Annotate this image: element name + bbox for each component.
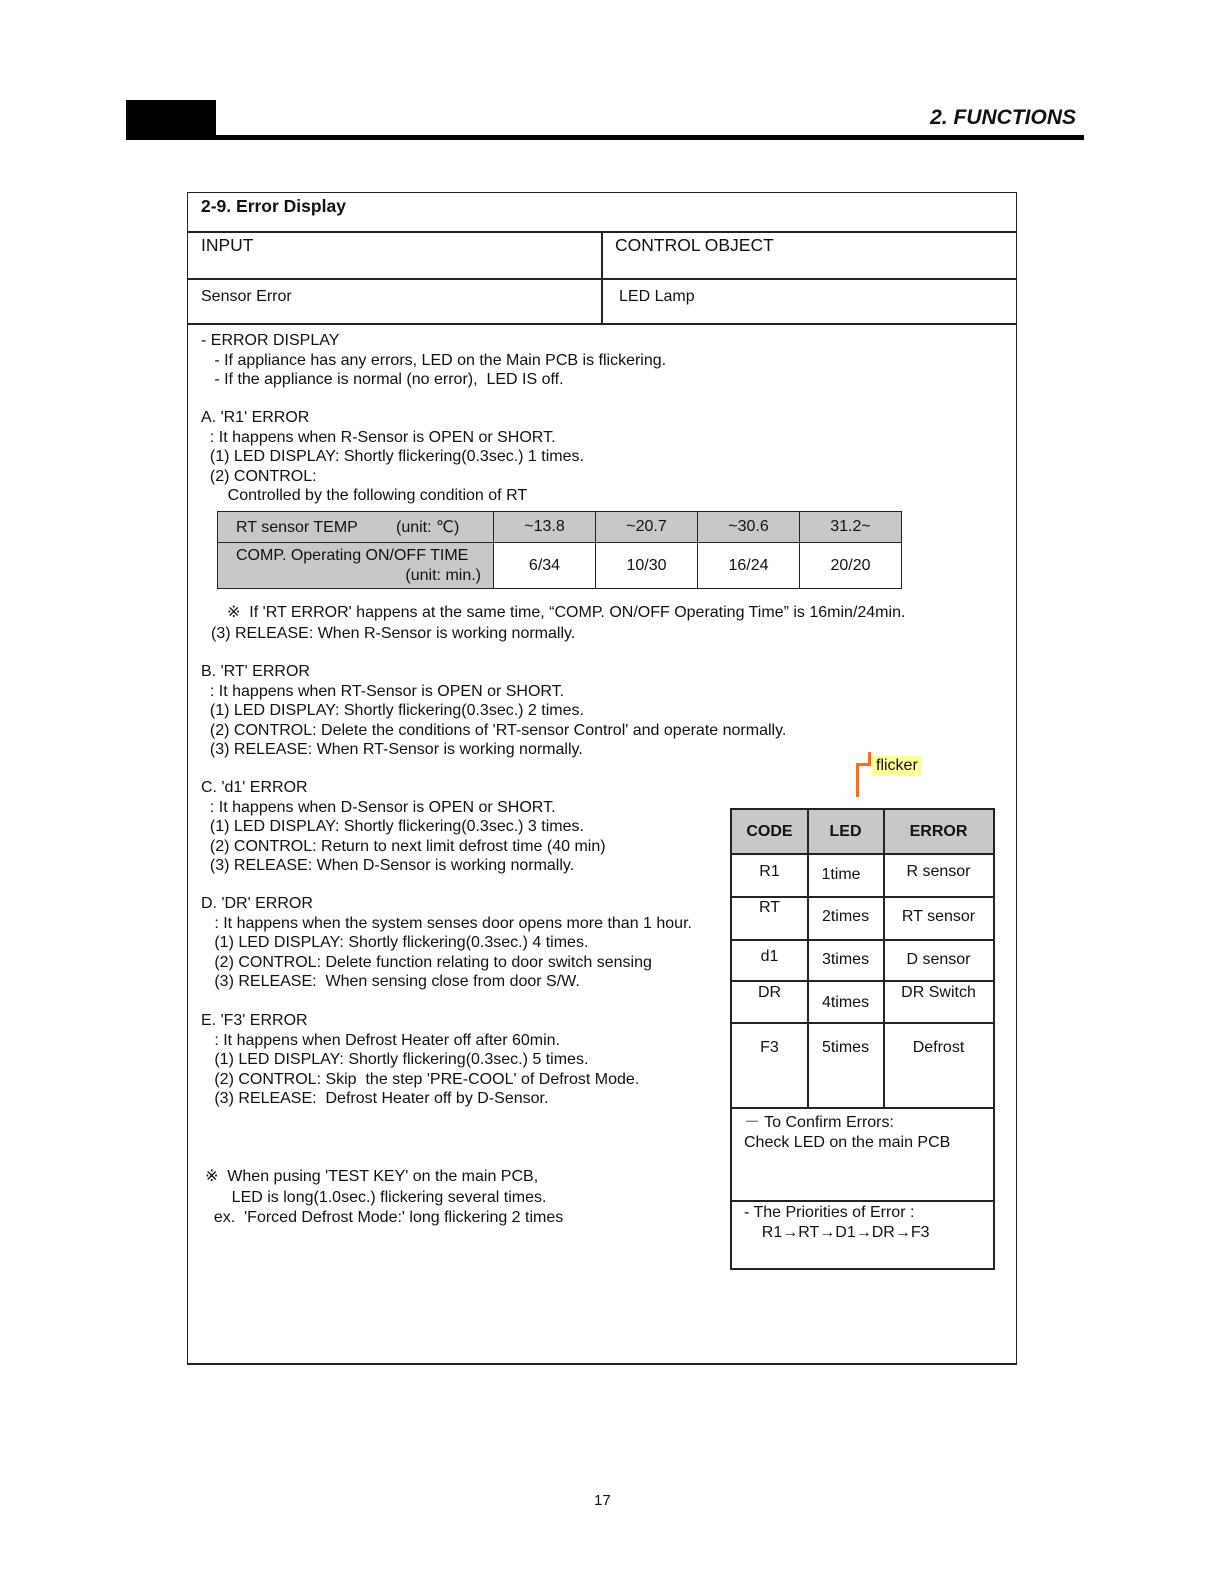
error-priority-note (744, 1203, 930, 1242)
section-line: (3) RELEASE: When RT-Sensor is working normally. (201, 741, 583, 758)
control-object-header: CONTROL OBJECT (615, 235, 774, 255)
led-cell: 4times (821, 994, 870, 1011)
section-line: (2) CONTROL: Skip the step 'PRE-COOL' of Defrost Mode. (201, 1070, 640, 1088)
led-cell: 3times (821, 951, 870, 968)
rt-temp-cell: 31.2~ (800, 512, 902, 543)
error-code-table (730, 808, 995, 1270)
test-key-note (205, 1167, 563, 1228)
led-header: LED (829, 823, 862, 840)
code-cell: d1 (760, 948, 779, 965)
section-line: (2) CONTROL: (201, 467, 317, 485)
dr-error-section (201, 894, 692, 992)
section-line: (2) CONTROL: Delete function relating to door switch sensing (201, 953, 652, 971)
row-divider (732, 939, 993, 941)
code-cell: R1 (759, 863, 780, 880)
r1-error-section (201, 408, 584, 506)
intro-line: - If appliance has any errors, LED on the Main PCB is flickering. (201, 351, 667, 369)
comp-time-cell: 10/30 (596, 543, 698, 589)
section-line: Controlled by the following condition of RT (201, 487, 528, 504)
error-cell: RT sensor (901, 908, 976, 925)
test-note-line: ex. 'Forced Defrost Mode:' long flickering 2 times (205, 1209, 564, 1226)
comp-time-cell: 20/20 (800, 543, 902, 589)
d1-error-section (201, 778, 606, 876)
code-cell: RT (758, 899, 781, 916)
error-header: ERROR (909, 823, 968, 840)
page-number: 17 (594, 1492, 611, 1509)
section-line: E. 'F3' ERROR (201, 1012, 308, 1029)
section-line: : It happens when D-Sensor is OPEN or SHORT. (201, 798, 556, 816)
code-header: CODE (746, 823, 793, 840)
section-line: : It happens when R-Sensor is OPEN or SHORT. (201, 428, 556, 446)
row-divider (732, 853, 993, 855)
priority-line: - The Priorities of Error : (744, 1204, 915, 1221)
input-header: INPUT (201, 235, 254, 255)
row-divider (732, 896, 993, 898)
confirm-errors-note (744, 1113, 950, 1152)
section-line: : It happens when RT-Sensor is OPEN or SHORT. (201, 682, 565, 700)
confirm-line: － To Confirm Errors: (744, 1114, 894, 1131)
section-line: (1) LED DISPLAY: Shortly flickering(0.3sec.) 1 times. (201, 448, 584, 465)
section-line: (1) LED DISPLAY: Shortly flickering(0.3sec.) 4 times. (201, 934, 589, 951)
rt-error-section (201, 662, 786, 760)
section-line: (1) LED DISPLAY: Shortly flickering(0.3sec.) 3 times. (201, 818, 584, 835)
rt-temp-label-cell (218, 512, 494, 543)
error-cell: D sensor (906, 951, 971, 968)
error-cell: Defrost (912, 1039, 965, 1056)
page-title: 2-9. Error Display (201, 196, 346, 216)
code-cell: DR (757, 984, 782, 1001)
f3-error-section (201, 1011, 639, 1109)
section-title: 2. FUNCTIONS (930, 106, 1076, 129)
row-divider (732, 980, 993, 982)
rt-temp-label: RT sensor TEMP (236, 519, 358, 536)
rt-temp-cell: ~30.6 (698, 512, 800, 543)
section-line: (1) LED DISPLAY: Shortly flickering(0.3sec.) 2 times. (201, 702, 584, 719)
rt-control-table (217, 511, 902, 589)
section-line: : It happens when the system senses door opens more than 1 hour. (201, 914, 692, 932)
error-display-intro (201, 331, 666, 390)
test-note-line: ※ When pusing 'TEST KEY' on the main PCB, (205, 1168, 539, 1185)
flicker-bracket-vertical (856, 763, 859, 797)
row-divider (732, 1200, 993, 1202)
priority-line: R1→RT→D1→DR→F3 (744, 1223, 930, 1241)
led-cell: 1time (821, 866, 861, 883)
error-cell: DR Switch (901, 984, 976, 1001)
error-cell: R sensor (906, 863, 971, 880)
control-object-value: LED Lamp (619, 288, 695, 305)
r1-release-line: (3) RELEASE: When R-Sensor is working normally. (211, 625, 576, 642)
rt-temp-cell: ~13.8 (494, 512, 596, 543)
section-line: (2) CONTROL: Delete the conditions of 'RT-sensor Control' and operate normally. (201, 721, 787, 739)
header-rule (126, 135, 1084, 140)
section-line: : It happens when Defrost Heater off after 60min. (201, 1031, 561, 1049)
header-black-tab (126, 100, 216, 138)
section-line: (3) RELEASE: When D-Sensor is working normally. (201, 857, 575, 874)
code-cell: F3 (760, 1039, 779, 1056)
section-line: (3) RELEASE: When sensing close from door S/W. (201, 973, 580, 990)
comp-time-label-cell (218, 543, 494, 589)
rt-error-note: ※ If 'RT ERROR' happens at the same time, “COMP. ON/OFF Operating Time” is 16min/24min. (227, 604, 906, 621)
section-line: D. 'DR' ERROR (201, 895, 313, 912)
input-value: Sensor Error (201, 288, 292, 305)
led-cell: 5times (821, 1039, 870, 1056)
section-line: (3) RELEASE: Defrost Heater off by D-Sensor. (201, 1090, 549, 1107)
intro-line: - If the appliance is normal (no error), LED IS off. (201, 371, 564, 388)
section-line: (1) LED DISPLAY: Shortly flickering(0.3sec.) 5 times. (201, 1051, 589, 1068)
section-line: A. 'R1' ERROR (201, 409, 310, 426)
section-line: (2) CONTROL: Return to next limit defrost time (40 min) (201, 837, 606, 855)
section-line: B. 'RT' ERROR (201, 663, 310, 680)
row-divider (732, 1022, 993, 1024)
row-divider (732, 1107, 993, 1109)
comp-time-label: COMP. Operating ON/OFF TIME (236, 546, 469, 564)
intro-line: - ERROR DISPLAY (201, 332, 340, 349)
comp-time-unit: (unit: min.) (405, 566, 481, 584)
confirm-line: Check LED on the main PCB (744, 1133, 951, 1151)
section-line: C. 'd1' ERROR (201, 779, 308, 796)
rt-temp-unit: (unit: ℃) (395, 519, 460, 536)
led-cell: 2times (821, 908, 870, 925)
comp-time-cell: 6/34 (494, 543, 596, 589)
rt-temp-cell: ~20.7 (596, 512, 698, 543)
io-column-divider (601, 231, 603, 324)
flicker-label: flicker (872, 756, 922, 776)
comp-time-cell: 16/24 (698, 543, 800, 589)
test-note-line: LED is long(1.0sec.) flickering several times. (205, 1188, 547, 1206)
